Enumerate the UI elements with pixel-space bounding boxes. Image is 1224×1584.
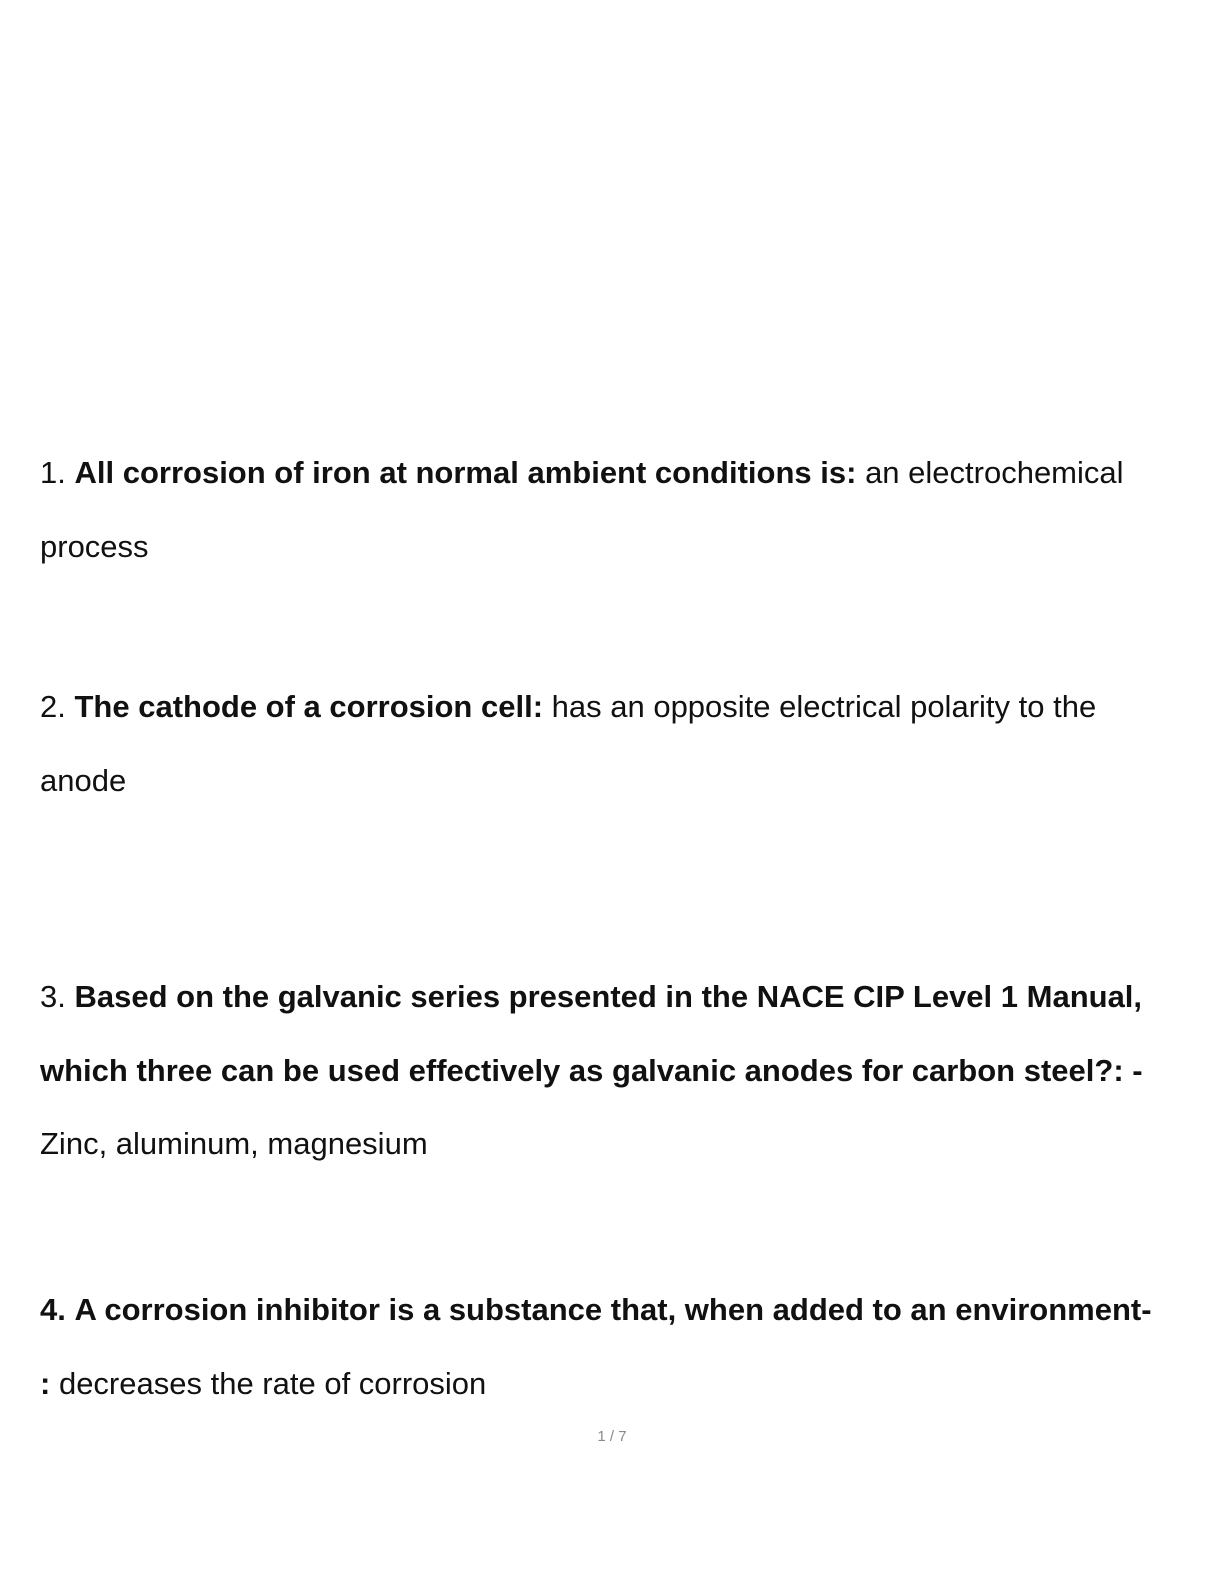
- question-1-text: All corrosion of iron at normal ambient conditions is:: [74, 455, 857, 490]
- question-4-line-1: [40, 1291, 1190, 1330]
- question-3-number: 3.: [40, 979, 66, 1014]
- question-3-line-2: [40, 1052, 1190, 1091]
- question-1-line-1: [40, 454, 1190, 493]
- question-1-answer-part-2: process: [40, 529, 149, 564]
- question-3-text-part-2: which three can be used effectively as galvanic anodes for carbon steel?: -: [40, 1053, 1143, 1088]
- question-1-answer-part-1: an electrochemical: [865, 455, 1124, 490]
- question-2-number: 2.: [40, 689, 66, 724]
- question-4-line-2: [40, 1365, 1190, 1404]
- question-1-number: 1.: [40, 455, 66, 490]
- question-2-text: The cathode of a corrosion cell:: [74, 689, 544, 724]
- question-4-text-part-1: A corrosion inhibitor is a substance that, when added to an environment-: [74, 1292, 1152, 1327]
- question-4-number: 4.: [40, 1292, 66, 1327]
- question-2-answer-part-1: has an opposite electrical polarity to the: [551, 689, 1097, 724]
- question-4-text-part-2: :: [40, 1366, 51, 1401]
- question-3-line-3: [40, 1125, 1190, 1164]
- question-2-line-1: [40, 688, 1190, 727]
- question-3-line-1: [40, 978, 1190, 1017]
- question-4-answer: decreases the rate of corrosion: [58, 1366, 487, 1401]
- question-1-line-2: [40, 528, 1190, 567]
- question-2-line-2: [40, 762, 1190, 801]
- page-number: 1 / 7: [597, 1428, 627, 1445]
- question-3-answer: Zinc, aluminum, magnesium: [40, 1126, 428, 1161]
- question-2-answer-part-2: anode: [40, 763, 127, 798]
- question-3-text-part-1: Based on the galvanic series presented in the NACE CIP Level 1 Manual,: [74, 979, 1143, 1014]
